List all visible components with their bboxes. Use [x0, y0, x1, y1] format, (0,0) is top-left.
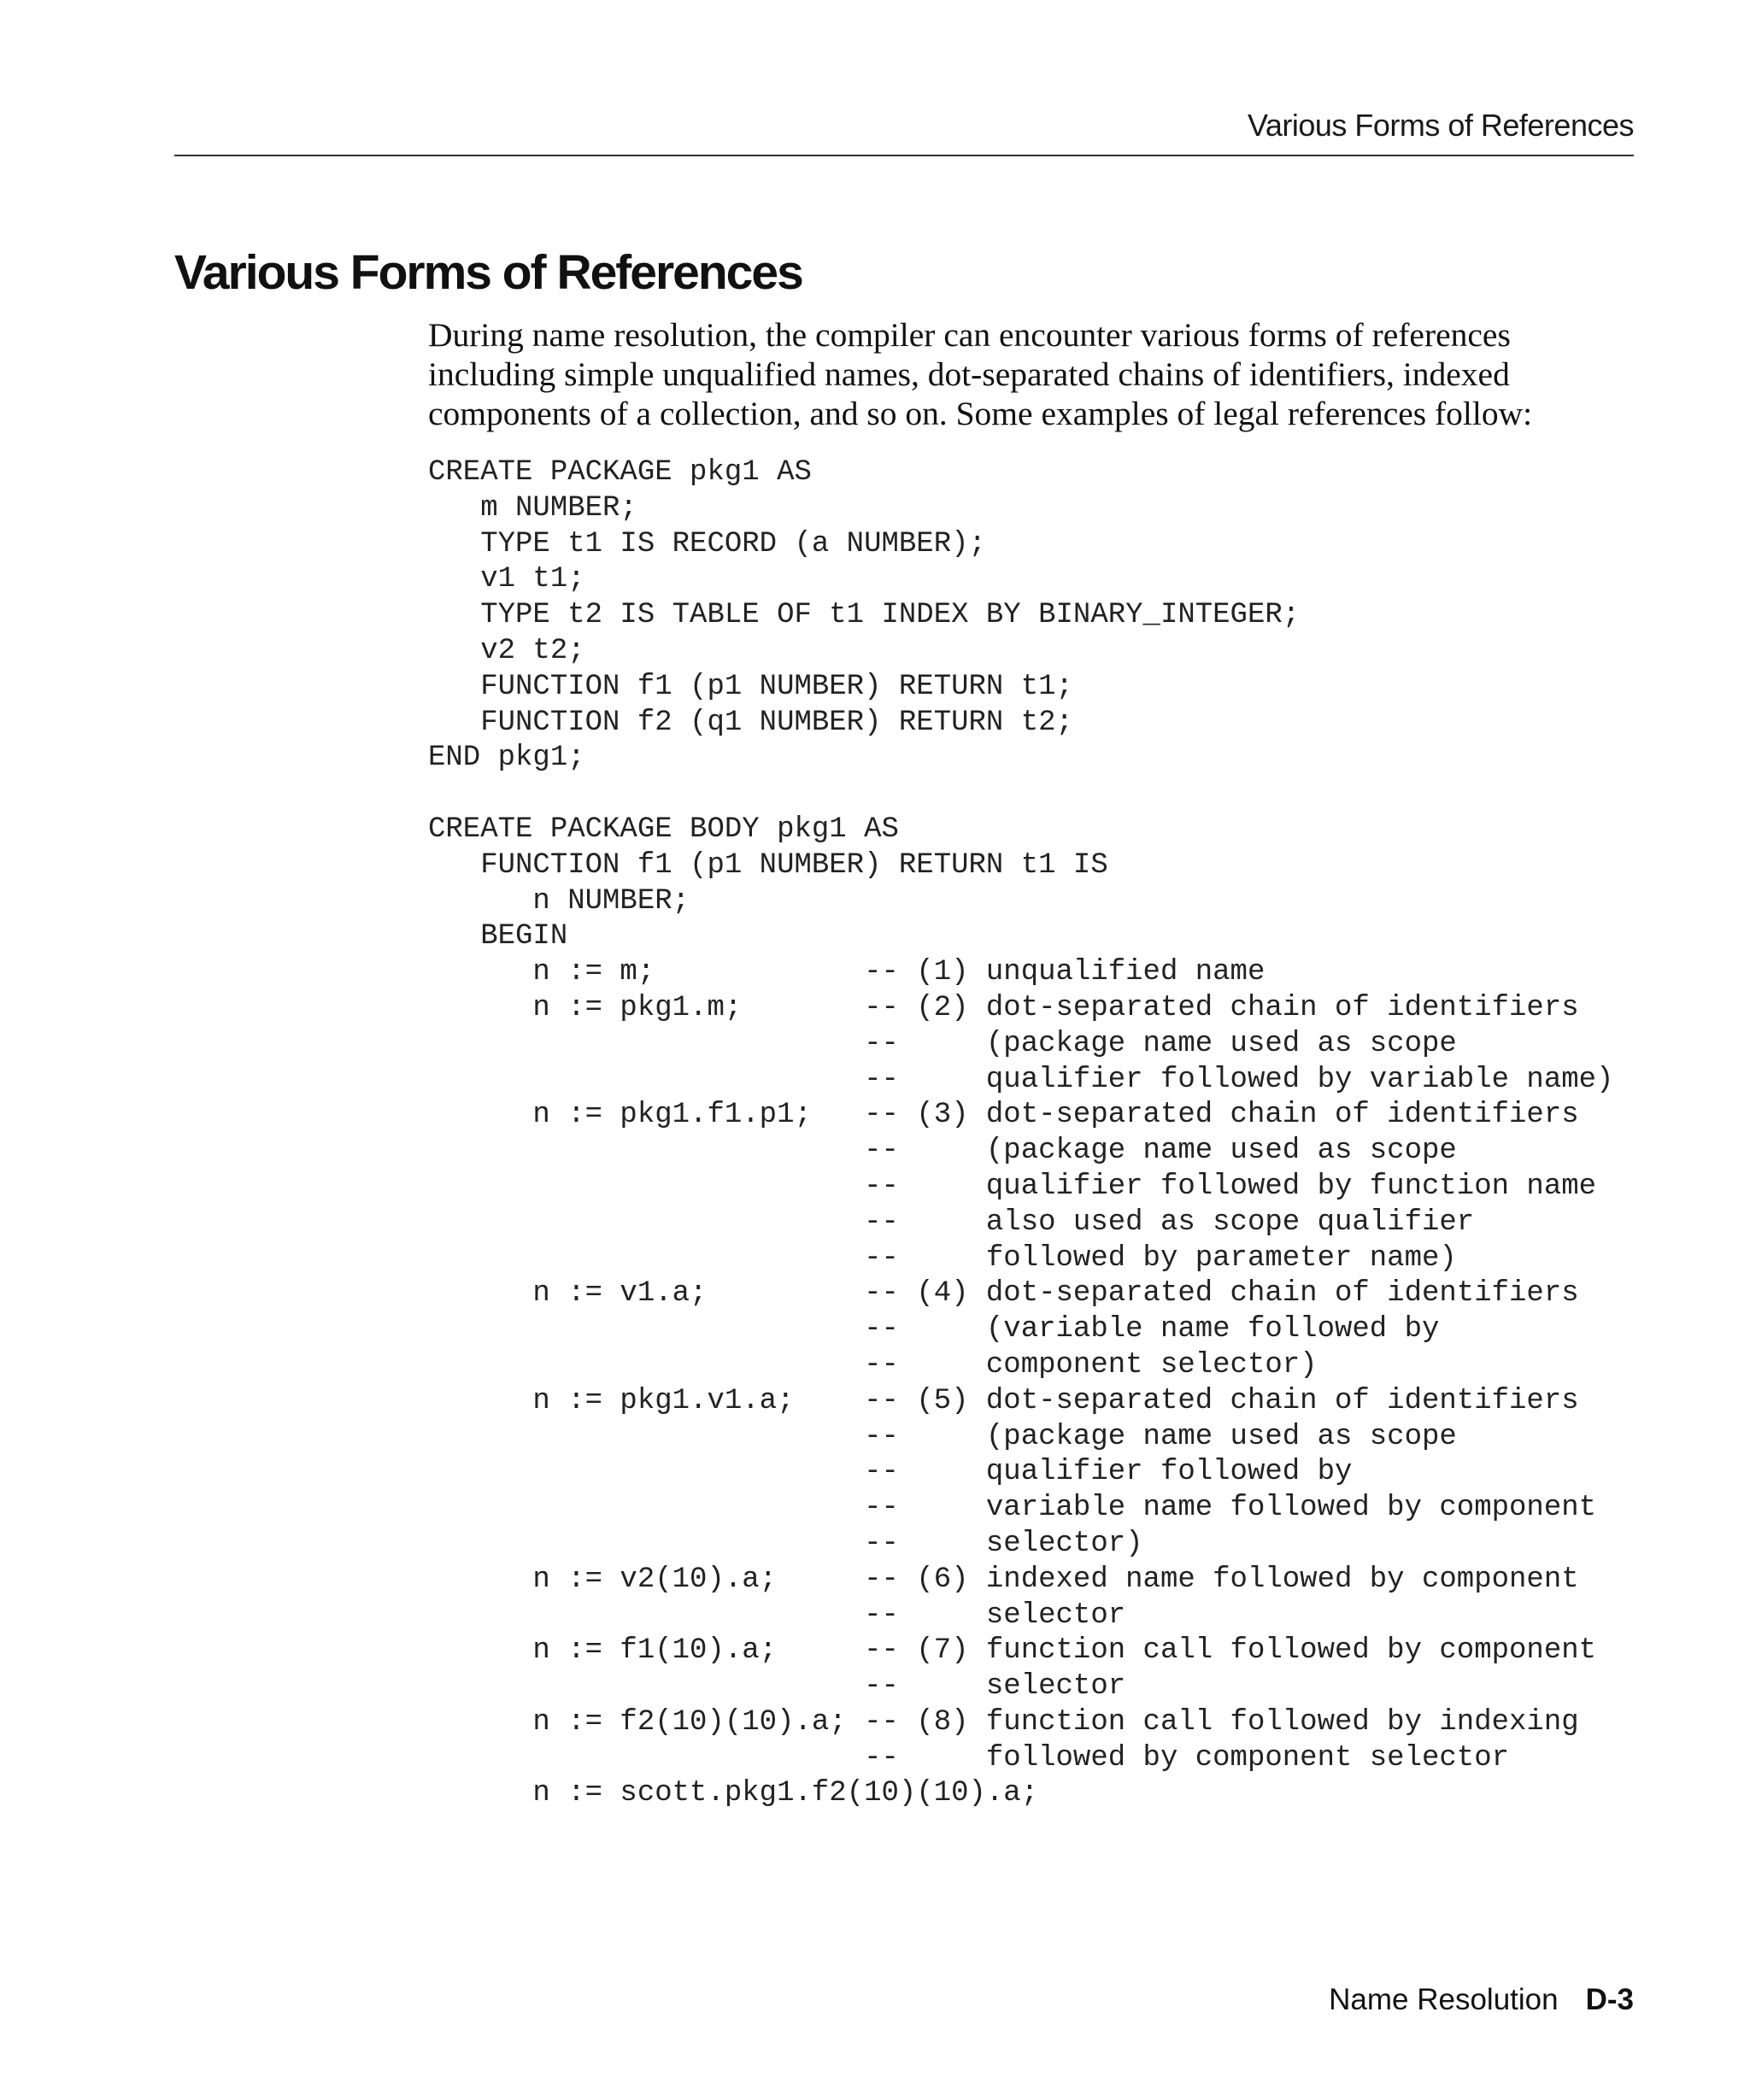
code-line: n := pkg1.v1.a; -- (5) dot-separated chain of identifiers: [428, 1384, 1579, 1417]
code-line: -- (package name used as scope: [428, 1027, 1457, 1060]
intro-line: including simple unqualified names, dot-separated chains of identifiers, indexed: [428, 355, 1510, 393]
code-line: -- variable name followed by component: [428, 1492, 1597, 1525]
running-header-title: Various Forms of References: [1247, 108, 1634, 143]
code-line: n := scott.pkg1.f2(10)(10).a;: [428, 1777, 1039, 1810]
code-line: v1 t1;: [428, 563, 585, 596]
code-line: CREATE PACKAGE pkg1 AS: [428, 456, 812, 489]
header-rule: [174, 155, 1634, 156]
code-line: n := pkg1.m; -- (2) dot-separated chain of identifiers: [428, 991, 1579, 1024]
page-number: D-3: [1585, 1983, 1634, 2016]
footer-chapter-title: Name Resolution: [1329, 1983, 1559, 2016]
section-title: Various Forms of References: [174, 245, 802, 300]
code-line: -- selector): [428, 1527, 1143, 1560]
code-line: END pkg1;: [428, 742, 585, 775]
code-line: v2 t2;: [428, 634, 585, 667]
code-line: m NUMBER;: [428, 491, 637, 525]
code-line: -- qualifier followed by function name: [428, 1170, 1597, 1203]
code-line: TYPE t1 IS RECORD (a NUMBER);: [428, 527, 986, 560]
code-line: CREATE PACKAGE BODY pkg1 AS: [428, 812, 899, 846]
code-line: -- selector: [428, 1598, 1126, 1632]
code-example: [428, 455, 1613, 1812]
code-line: n := f2(10)(10).a; -- (8) function call followed by indexing: [428, 1705, 1579, 1739]
code-line: -- qualifier followed by: [428, 1456, 1353, 1489]
code-line: TYPE t2 IS TABLE OF t1 INDEX BY BINARY_INTEGER;: [428, 599, 1301, 632]
code-line: -- qualifier followed by variable name): [428, 1063, 1614, 1096]
intro-line: During name resolution, the compiler can encounter various forms of references: [428, 316, 1511, 354]
code-line: -- followed by parameter name): [428, 1241, 1457, 1275]
code-line: -- component selector): [428, 1348, 1318, 1381]
code-line: n := v2(10).a; -- (6) indexed name followed by component: [428, 1563, 1579, 1596]
code-line: n := f1(10).a; -- (7) function call followed by component: [428, 1634, 1597, 1668]
code-line: -- (variable name followed by: [428, 1313, 1440, 1346]
code-line: -- (package name used as scope: [428, 1420, 1457, 1453]
code-line: -- also used as scope qualifier: [428, 1205, 1475, 1239]
code-line: FUNCTION f1 (p1 NUMBER) RETURN t1 IS: [428, 848, 1108, 882]
code-line: n := m; -- (1) unqualified name: [428, 956, 1266, 989]
code-line: FUNCTION f2 (q1 NUMBER) RETURN t2;: [428, 706, 1073, 739]
code-line: -- selector: [428, 1670, 1126, 1704]
code-line: -- followed by component selector: [428, 1741, 1510, 1774]
code-line: FUNCTION f1 (p1 NUMBER) RETURN t1;: [428, 670, 1073, 703]
intro-line: components of a collection, and so on. Some examples of legal references follow:: [428, 395, 1533, 432]
code-line: -- (package name used as scope: [428, 1135, 1457, 1168]
code-line-blank: [428, 777, 1613, 812]
code-line: n NUMBER;: [428, 884, 690, 918]
code-line: n := pkg1.f1.p1; -- (3) dot-separated chain of identifiers: [428, 1099, 1579, 1132]
code-line: BEGIN: [428, 920, 568, 953]
intro-paragraph: [428, 315, 1633, 433]
code-line: n := v1.a; -- (4) dot-separated chain of identifiers: [428, 1277, 1579, 1311]
running-footer: [1329, 1983, 1634, 2017]
